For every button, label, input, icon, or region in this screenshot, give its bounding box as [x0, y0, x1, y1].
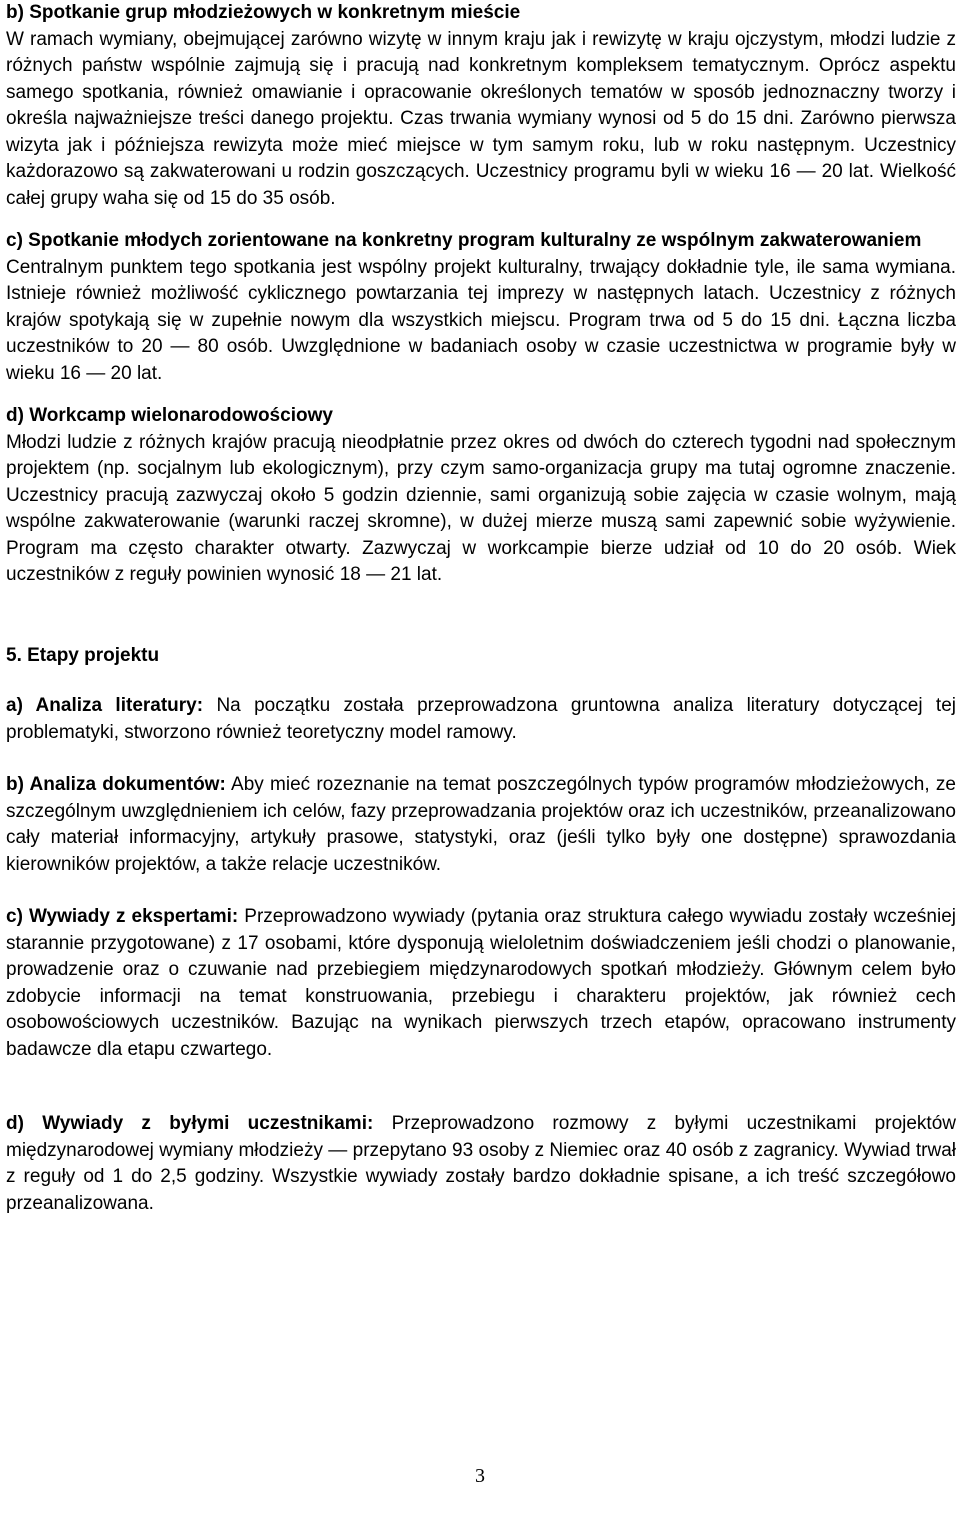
spacer — [6, 212, 956, 228]
etap-item-analiza-literatury — [6, 693, 956, 746]
etap-item-wywiady-z-ekspertami — [6, 904, 956, 1063]
etap-item-analiza-dokumentow — [6, 772, 956, 878]
page-number: 3 — [475, 1465, 485, 1487]
etap-item-text: Na początku została przeprowadzona gruntowna analiza literatury dotyczącej tej problematyki, stworzono również teoretyczny model ramowy. — [6, 695, 956, 743]
etap-item-label: d) Wywiady z byłymi uczestnikami: — [6, 1113, 374, 1134]
spacer — [6, 589, 956, 643]
etap-item-text: Przeprowadzono wywiady (pytania oraz struktura całego wywiadu zostały wcześniej starannie przygotowane) z 17 osobami, które dysponują wieloletnim doświadczeniem jeśli chodzi o planowanie, prowadzenie oraz o czuwanie nad przebiegiem międzynarodowych spotkań młodzieży. Głównym celem było zdobycie informacji na temat konstruowania, przebiegu i charakteru projektów, jak również cech osobowościowych uczestników. Bazując na wynikach pierwszych trzech etapów, opracowano instrumenty badawcze dla etapu czwartego. — [6, 906, 956, 1060]
spacer — [6, 387, 956, 403]
section-b-heading: b) Spotkanie grup młodzieżowych w konkretnym mieście — [6, 2, 521, 23]
etap-item-text: Aby mieć rozeznanie na temat poszczególnych typów programów młodzieżowych, ze szczególnym uwzględnieniem ich celów, fazy przeprowadzania projektów oraz ich uczestników, przeanalizowano cały materiał informacyjny, artykuły prasowe, statystyki, oraz (jeśli tylko były one dostępne) sprawozdania kierowników projektów, a także relacje uczestników. — [6, 774, 956, 875]
etap-item-wywiady-z-uczestnikami — [6, 1111, 956, 1217]
document-page — [6, 0, 956, 1217]
etap-item-label: a) Analiza literatury: — [6, 695, 204, 716]
etapy-heading: 5. Etapy projektu — [6, 644, 160, 666]
etap-item-text: Przeprowadzono rozmowy z byłymi uczestnikami projektów międzynarodowej wymiany młodzieży — przepytano 93 osoby z Niemiec oraz 40 osób z zagranicy. Wywiad trwał z reguły od 1 do 2,5 godziny. Wszystkie wywiady zostały bardzo dokładnie spisane, a ich treść szczegółowo przeanalizowana. — [6, 1113, 956, 1214]
section-c-body: Centralnym punktem tego spotkania jest wspólny projekt kulturalny, trwający dokładnie tyle, ile sama wymiana. Istnieje również możliwość cyklicznego powtarzania tej imprezy w następnych latach. Uczestnicy z różnych krajów spotykają się w zupełnie nowym dla wszystkich miejscu. Program trwa od 5 do 15 dni. Łączna liczba uczestników to 20 — 80 osób. Uwzględnione w badaniach osoby w czasie uczestnictwa w programie były w wieku 16 — 20 lat. — [6, 256, 956, 384]
etap-item-label: c) Wywiady z ekspertami: — [6, 906, 239, 927]
spacer — [6, 669, 956, 693]
spacer — [6, 878, 956, 904]
etap-item-label: b) Analiza dokumentów: — [6, 774, 226, 795]
section-c-heading: c) Spotkanie młodych zorientowane na konkretny program kulturalny ze wspólnym zakwaterowaniem — [6, 230, 922, 251]
section-d-body: Młodzi ludzie z różnych krajów pracują nieodpłatnie przez okres od dwóch do czterech tygodni nad społecznym projektem (np. socjalnym lub ekologicznym), przy czym samo-organizacja grupy ma tutaj ogromne znaczenie. Uczestnicy pracują zazwyczaj około 5 godzin dziennie, sami organizują sobie zajęcia w czasie wolnym, mają wspólne zakwaterowanie (warunki raczej skromne), w dużej mierze muszą sami zapewnić sobie wyżywienie. Program ma często charakter otwarty. Zazwyczaj w workcampie bierze udział od 10 do 20 osób. Wiek uczestników z reguły powinien wynosić 18 — 21 lat. — [6, 431, 956, 585]
section-d-heading: d) Workcamp wielonarodowościowy — [6, 405, 333, 426]
spacer — [6, 1063, 956, 1111]
spacer — [6, 746, 956, 772]
section-b-body: W ramach wymiany, obejmującej zarówno wizytę w innym kraju jak i rewizytę w kraju ojczystym, młodzi ludzie z różnych państw wspólnie zajmują się i pracują nad konkretnym kompleksem tematycznym. Oprócz aspektu samego spotkania, również omawianie i opracowanie określonych tematów w sposób jednoznaczny tworzy i określa najważniejsze treści danego projektu. Czas trwania wymiany wynosi od 5 do 15 dni. Zarówno pierwsza wizyta jak i późniejsza rewizyta może mieć miejsce w tym samym roku, lub w roku następnym. Uczestnicy każdorazowo są zakwaterowani u rodzin goszczących. Uczestnicy programu byli w wieku 16 — 20 lat. Wielkość całej grupy waha się od 15 do 35 osób. — [6, 28, 956, 209]
